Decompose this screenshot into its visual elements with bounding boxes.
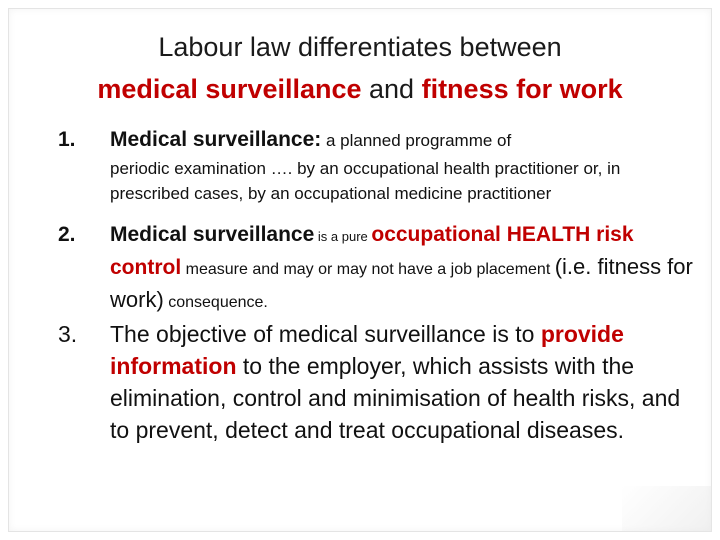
item-3-body xyxy=(110,318,698,446)
item-3-highlight: provide information xyxy=(110,321,624,379)
item-2-text-end: consequence. xyxy=(163,294,268,311)
item-1-text-start: a planned programme of xyxy=(321,131,512,150)
item-1-continuation: periodic examination …. by an occupational health practitioner or, in prescribed cases, by an occupational medicine practitioner xyxy=(110,159,621,203)
item-2-parenthetical: (i.e. fitness for work) xyxy=(110,254,693,312)
slide-title xyxy=(0,26,720,110)
item-2-lead: Medical surveillance xyxy=(110,223,315,246)
item-2-text-mid: measure and may or may not have a job placement xyxy=(181,261,555,278)
corner-decoration xyxy=(622,486,712,532)
item-3-text-b: to the employer, which assists with the elimination, control and minimisation of health risks, and to prevent, detect and treat occupational diseases. xyxy=(110,353,681,443)
title-line-1: Labour law differentiates between xyxy=(158,32,562,62)
title-highlight-fitness-for-work: fitness for work xyxy=(421,74,623,104)
item-3-text-a: The objective of medical surveillance is to xyxy=(110,321,535,347)
list-item-1 xyxy=(58,124,698,206)
title-and: and xyxy=(361,74,422,104)
list-item-3 xyxy=(58,318,698,446)
item-2-connector: is a pure xyxy=(314,229,372,244)
list-number-3: 3. xyxy=(58,321,78,347)
list-item-2 xyxy=(58,220,698,318)
item-2-highlight: occupational HEALTH risk control xyxy=(110,223,634,279)
title-line-2 xyxy=(0,68,720,110)
list-number-2: 2. xyxy=(58,223,76,246)
list-number-1: 1. xyxy=(58,128,76,151)
numbered-list xyxy=(58,124,698,446)
title-highlight-medical-surveillance: medical surveillance xyxy=(97,74,362,104)
item-1-lead: Medical surveillance: xyxy=(110,128,322,151)
